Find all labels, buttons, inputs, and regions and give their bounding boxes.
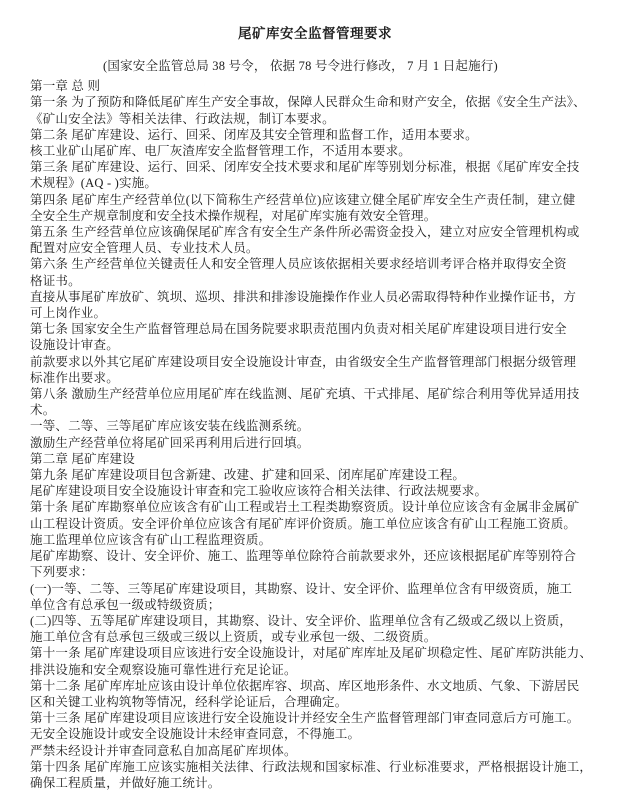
- text-line: 第二章 尾矿库建设: [30, 451, 135, 466]
- text-line: 标准作出要求。: [30, 370, 119, 385]
- text-line: 前款要求以外其它尾矿库建设项目安全设施设计审查，由省级安全生产监督管理部门根据分级管理: [30, 354, 577, 369]
- text-line: 第十二条 尾矿库库址应该由设计单位依据库容、坝高、库区地形条件、水文地质、气象、下游居民: [30, 678, 580, 693]
- text-line: 下列要求：: [30, 565, 94, 580]
- text-line: 区和关键工业构筑物等情况，经科学论证后，合理确定。: [30, 694, 348, 709]
- text-line: 术规程》(AQ - )实施。: [30, 176, 158, 191]
- text-line: 第二条 尾矿库建设、运行、回采、闭库及其安全管理和监督工作，适用本要求。: [30, 127, 478, 142]
- text-line: 全安全生产规章制度和安全技术操作规程，对尾矿库实施有效安全管理。: [30, 208, 437, 223]
- text-line: 一等、二等、三等尾矿库应该安装在线监测系统。: [30, 419, 310, 434]
- text-line: 核工业矿山尾矿库、电厂灰渣库安全监督管理工作，不适用本要求。: [30, 144, 412, 159]
- text-line: 第十四条 尾矿库施工应该实施相关法律、行政法规和国家标准、行业标准要求，严格根据设计施工，: [30, 759, 593, 774]
- text-line: 排洪设施和安全观察设施可靠性进行充足论证。: [30, 662, 297, 677]
- text-line: 第一章 总 则: [30, 79, 101, 94]
- text-line: 激励生产经营单位将尾矿回采再利用后进行回填。: [30, 435, 310, 450]
- text-line: 第十一条 尾矿库建设项目应该进行安全设施设计，对尾矿库库址及尾矿坝稳定性、尾矿库防洪能力、: [30, 646, 593, 661]
- text-line: 尾矿库建设项目安全设施设计审查和完工验收应该符合相关法律、行政法规要求。: [30, 484, 488, 499]
- text-line: 确保工程质量，并做好施工统计。: [30, 775, 221, 790]
- text-line: 第六条 生产经营单位关键责任人和安全管理人员应该依据相关要求经培训考评合格并取得安全资: [30, 257, 567, 272]
- text-line: 第十三条 尾矿库建设项目应该进行安全设施设计并经安全生产监督管理部门审查同意后方可施工。: [30, 711, 580, 726]
- text-line: 第七条 国家安全生产监督管理总局在国务院要求职责范围内负责对相关尾矿库建设项目进行安全: [30, 322, 567, 337]
- text-line: 山工程设计资质。安全评价单位应该含有尾矿库评价资质。施工单位应该含有矿山工程施工资质。: [30, 516, 577, 531]
- text-line: 尾矿库勘察、设计、安全评价、施工、监理等单位除符合前款要求外，还应该根据尾矿库等别符合: [30, 549, 577, 564]
- text-line: 第五条 生产经营单位应该确保尾矿库含有安全生产条件所必需资金投入，建立对应安全管理机构或: [30, 225, 580, 240]
- text-line: (二)四等、五等尾矿库建设项目，其勘察、设计、安全评价、监理单位含有乙级或乙级以上资质，: [30, 613, 573, 628]
- text-line: 直接从事尾矿库放矿、筑坝、巡坝、排洪和排渗设施操作作业人员必需取得特种作业操作证书，方: [30, 289, 577, 304]
- text-line: 施工监理单位应该含有矿山工程监理资质。: [30, 532, 272, 547]
- document-title: 尾矿库安全监督管理要求: [238, 26, 392, 41]
- text-line: 《矿山安全法》等相关法律、行政法规，制订本要求。: [30, 111, 335, 126]
- text-line: 第四条 尾矿库生产经营单位(以下简称生产经营单位)应该建立健全尾矿库安全生产责任制，建立健: [30, 192, 576, 207]
- text-line: 施工单位含有总承包三级或三级以上资质，或专业承包一级、二级资质。: [30, 630, 437, 645]
- text-line: 设施设计审查。: [30, 338, 119, 353]
- text-line: 可上岗作业。: [30, 306, 107, 321]
- text-line: 格证书。: [30, 273, 81, 288]
- text-line: 第一条 为了预防和降低尾矿库生产安全事故，保障人民群众生命和财产安全，依据《安全生产法》、: [30, 95, 586, 110]
- document-subtitle: (国家安全监管总局 38 号令， 依据 78 号令进行修改， 7 月 1 日起施行): [103, 59, 498, 73]
- text-line: 配置对应安全管理人员、专业技术人员。: [30, 241, 259, 256]
- text-line: 第十条 尾矿库勘察单位应该含有矿山工程或岩土工程类勘察资质。设计单位应该含有金属非金属矿: [30, 500, 580, 515]
- text-line: (一)一等、二等、三等尾矿库建设项目，其勘察、设计、安全评价、监理单位含有甲级资质，施工: [30, 581, 573, 596]
- text-line: 第九条 尾矿库建设项目包含新建、改建、扩建和回采、闭库尾矿库建设工程。: [30, 468, 466, 483]
- document-body: [30, 78, 600, 791]
- text-line: 第三条 尾矿库建设、运行、回采、闭库安全技术要求和尾矿库等别划分标准，根据《尾矿库安全技: [30, 160, 580, 175]
- text-line: 第八条 激励生产经营单位应用尾矿库在线监测、尾矿充填、干式排尾、尾矿综合利用等优异适用技: [30, 387, 580, 402]
- text-line: 无安全设施设计或安全设施设计未经审查同意，不得施工。: [30, 727, 361, 742]
- text-line: 术。: [30, 403, 56, 418]
- text-line: 严禁未经设计并审查同意私自加高尾矿库坝体。: [30, 743, 297, 758]
- text-line: 单位含有总承包一级或特级资质；: [30, 597, 221, 612]
